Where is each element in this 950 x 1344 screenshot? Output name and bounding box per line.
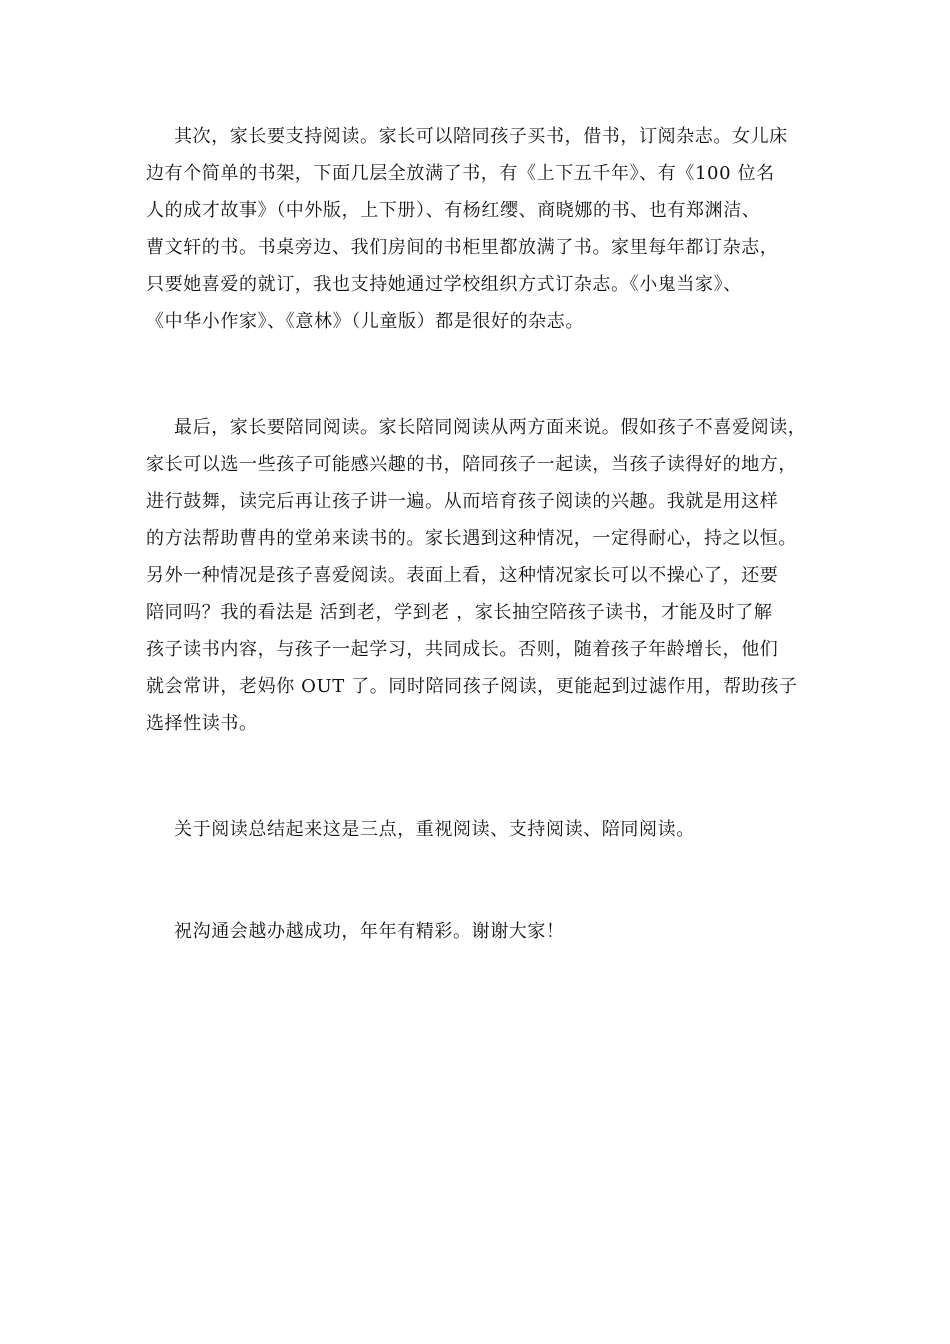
paragraph-2-line-2: 家长可以选一些孩子可能感兴趣的书，陪同孩子一起读，当孩子读得好的地方， [146,454,797,475]
paragraph-2-line-9: 选择性读书。 [146,713,258,734]
paragraph-1-line-5: 只要她喜爱的就订，我也支持她通过学校组织方式订杂志。《小鬼当家》、 [146,274,742,295]
paragraph-1-line-1: 其次，家长要支持阅读。家长可以陪同孩子买书，借书，订阅杂志。女儿床 [174,126,788,147]
paragraph-2-line-1: 最后，家长要陪同阅读。家长陪同阅读从两方面来说。假如孩子不喜爱阅读， [174,417,807,438]
paragraph-2-line-3: 进行鼓舞，读完后再让孩子讲一遍。从而培育孩子阅读的兴趣。我就是用这样 [146,491,779,512]
paragraph-1-line-4: 曹文轩的书。书桌旁边、我们房间的书柜里都放满了书。家里每年都订杂志， [146,237,779,258]
paragraph-4-line-1: 祝沟通会越办越成功，年年有精彩。谢谢大家！ [174,921,565,942]
paragraph-1-line-3: 人的成才故事》（中外版，上下册）、有杨红缨、商晓娜的书、也有郑渊洁、 [146,200,761,221]
paragraph-2-line-7: 孩子读书内容，与孩子一起学习，共同成长。否则，随着孩子年龄增长，他们 [146,639,779,660]
paragraph-2-line-4: 的方法帮助曹冉的堂弟来读书的。家长遇到这种情况，一定得耐心，持之以恒。 [146,528,797,549]
paragraph-1-line-6: 《中华小作家》、《意林》（儿童版）都是很好的杂志。 [146,311,584,332]
paragraph-1-line-2: 边有个简单的书架，下面几层全放满了书，有《上下五千年》、有《100 位名 [146,163,775,184]
paragraph-2-line-5: 另外一种情况是孩子喜爱阅读。表面上看，这种情况家长可以不操心了，还要 [146,565,779,586]
paragraph-3-line-1: 关于阅读总结起来这是三点，重视阅读、支持阅读、陪同阅读。 [174,819,695,840]
paragraph-2-line-6: 陪同吗？我的看法是 活到老，学到老 ，家长抽空陪孩子读书，才能及时了解 [146,602,773,623]
paragraph-2-line-8: 就会常讲，老妈你 OUT 了。同时陪同孩子阅读，更能起到过滤作用，帮助孩子 [146,676,798,697]
